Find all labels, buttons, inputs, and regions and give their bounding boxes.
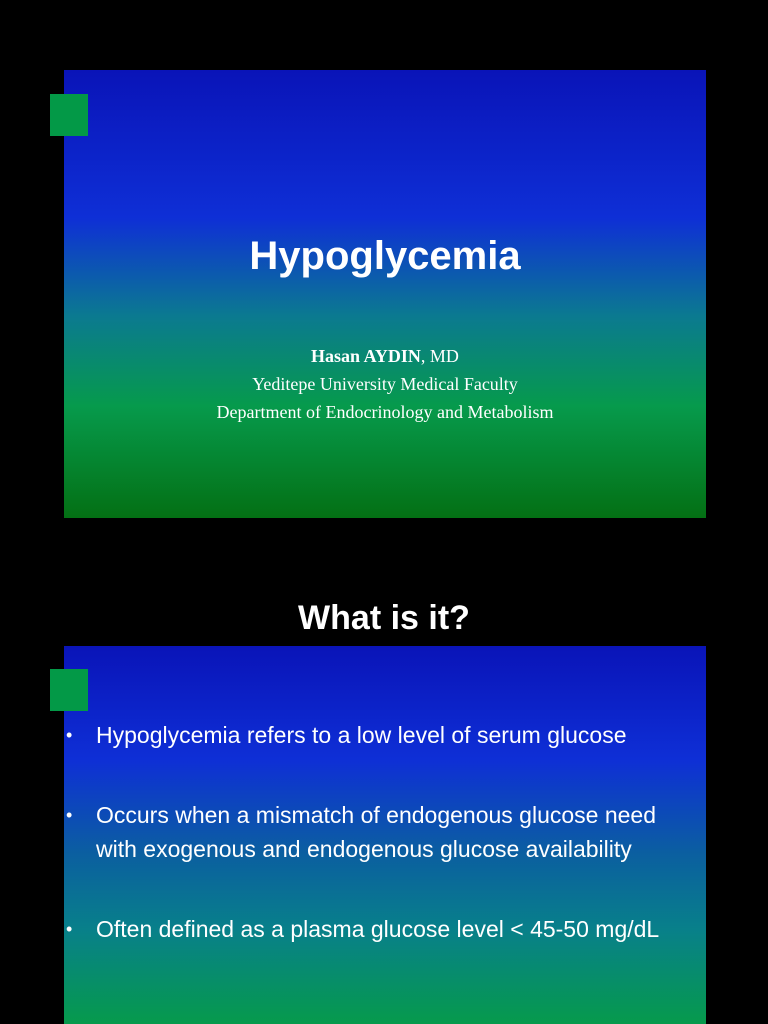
green-square-decoration (50, 669, 88, 711)
bullet-icon: • (66, 805, 73, 825)
bullet-text: Often defined as a plasma glucose level < 45-50 mg/dL (96, 916, 660, 942)
bullet-item (64, 718, 694, 752)
bullet-icon: • (66, 919, 73, 939)
affiliation-department: Department of Endocrinology and Metabolism (216, 402, 554, 422)
green-square-decoration (50, 94, 88, 136)
bullet-item (64, 912, 694, 946)
bullet-icon: • (66, 725, 73, 745)
title-slide (64, 70, 706, 518)
bullet-item (64, 798, 694, 866)
author-degree: , MD (420, 346, 459, 366)
author-name: Hasan AYDIN (311, 346, 421, 366)
bullet-text: Hypoglycemia refers to a low level of serum glucose (96, 722, 627, 748)
content-slide (64, 646, 706, 1024)
affiliation-university: Yeditepe University Medical Faculty (252, 374, 518, 394)
bullet-list (64, 718, 694, 992)
slide-title: Hypoglycemia (249, 234, 521, 278)
bullet-text: Occurs when a mismatch of endogenous glucose need with exogenous and endogenous glucose availability (96, 802, 656, 862)
author-block (64, 342, 706, 426)
section-heading: What is it? (298, 599, 470, 637)
author-line (64, 342, 706, 370)
